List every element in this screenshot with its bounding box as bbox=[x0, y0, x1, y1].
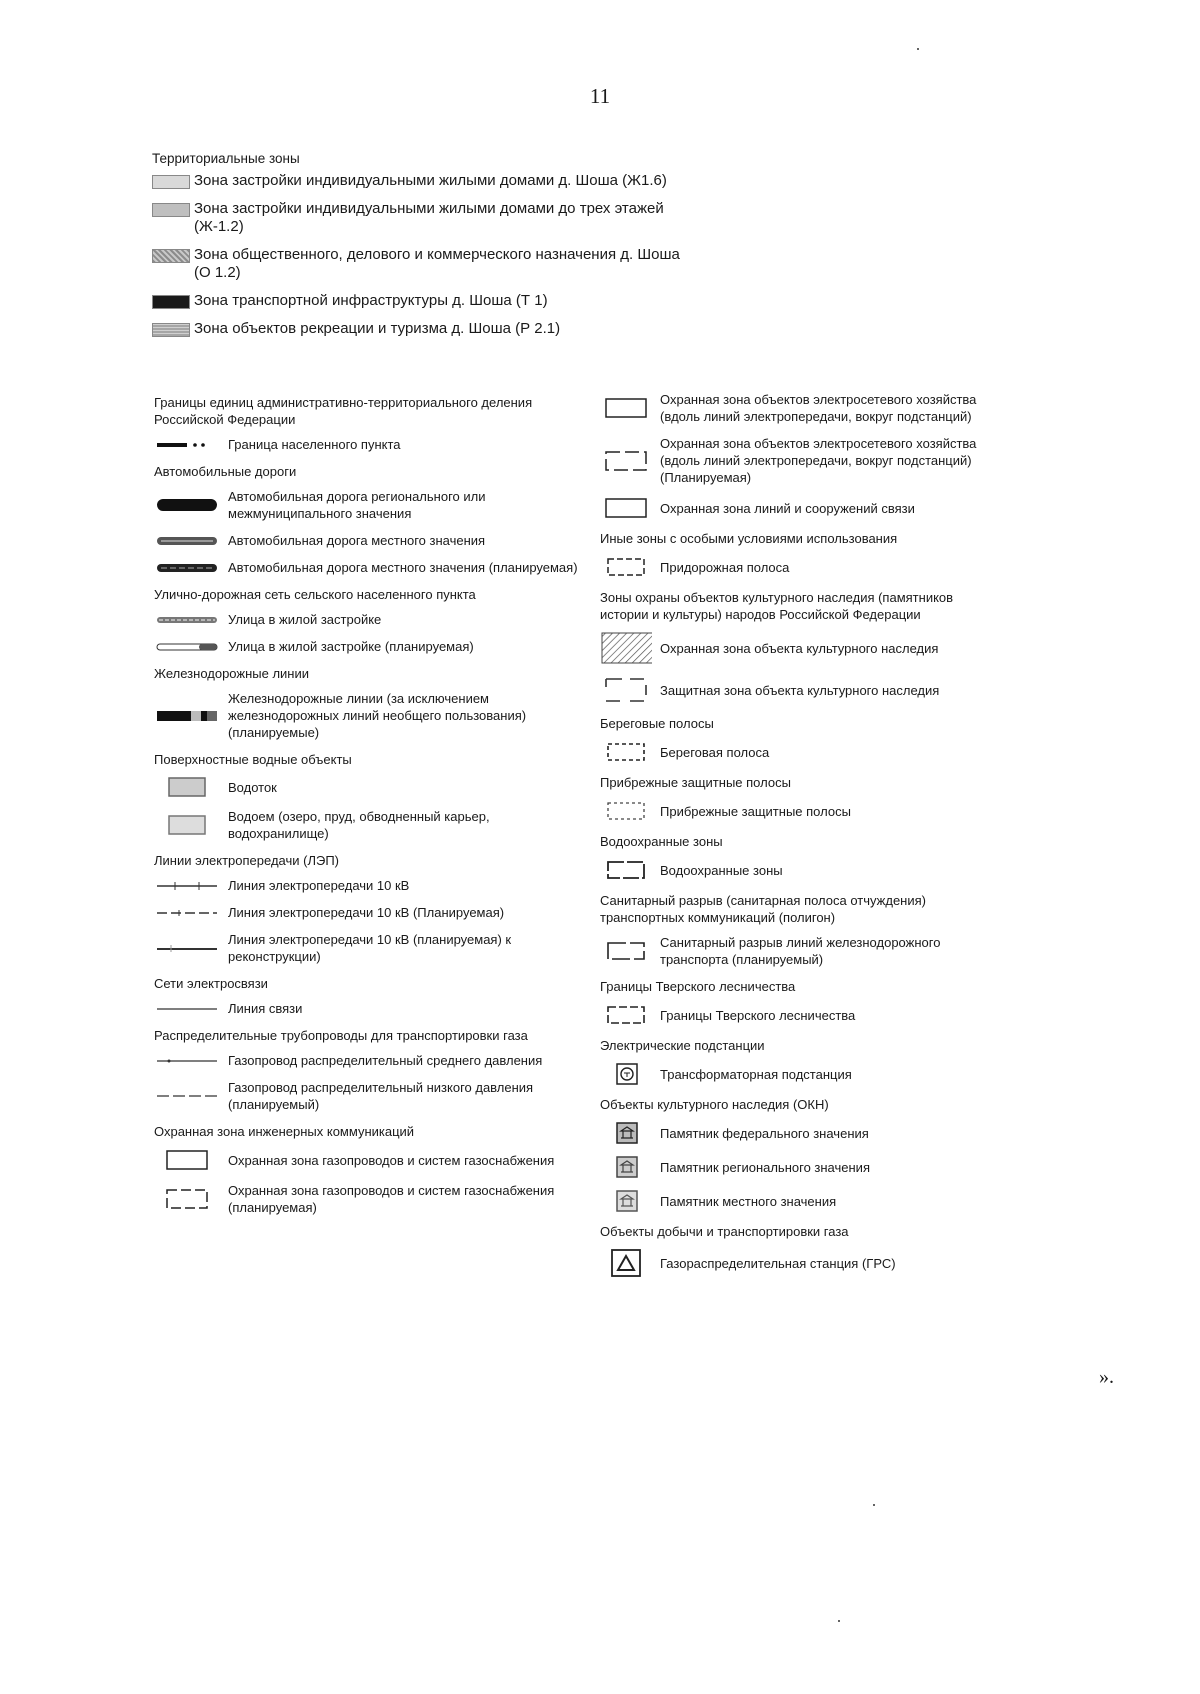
legend-item-label: Автомобильная дорога регионального или межмуниципального значения bbox=[228, 489, 486, 521]
gas-distribution-station-icon bbox=[600, 1248, 652, 1278]
legend-section-header: Объекты добычи и транспортировки газа bbox=[600, 1224, 849, 1239]
forestry-boundary-icon bbox=[600, 1003, 652, 1027]
local-road-planned-icon bbox=[154, 561, 220, 575]
legend-section-header: Железнодорожные линии bbox=[154, 666, 309, 681]
legend-item-label: Охранная зона газопроводов и систем газоснабжения (планируемая) bbox=[228, 1183, 555, 1215]
power-grid-protection-zone-planned-icon bbox=[600, 449, 652, 473]
legend-left-column bbox=[154, 391, 584, 1226]
watercourse-icon bbox=[154, 776, 220, 798]
territorial-zone-label: Зона транспортной инфраструктуры д. Шоша (Т 1) bbox=[194, 292, 548, 309]
zone-swatch-icon bbox=[152, 323, 190, 337]
legend-item bbox=[154, 690, 584, 741]
legend-item-label: Трансформаторная подстанция bbox=[660, 1066, 852, 1082]
legend-item-label: Водоохранные зоны bbox=[660, 862, 783, 878]
legend-item-label: Охранная зона объекта культурного наследия bbox=[660, 640, 939, 656]
settlement-boundary-icon bbox=[154, 438, 220, 452]
legend-section-header: Улично-дорожная сеть сельского населенного пункта bbox=[154, 587, 476, 602]
legend-item-label: Охранная зона линий и сооружений связи bbox=[660, 500, 915, 516]
legend-item bbox=[154, 931, 584, 965]
heritage-protection-zone-icon bbox=[600, 631, 652, 665]
street-icon bbox=[154, 614, 220, 626]
legend-item-label: Автомобильная дорога местного значения (планируемая) bbox=[228, 560, 578, 575]
gas-pipeline-medium-icon bbox=[154, 1056, 220, 1066]
power-line-planned-icon bbox=[154, 907, 220, 919]
territorial-zone-label: Зона застройки индивидуальными жилыми домами д. Шоша (Ж1.6) bbox=[194, 172, 667, 189]
territorial-zone-item bbox=[152, 246, 692, 282]
legend-item bbox=[154, 611, 584, 628]
territorial-zone-item bbox=[152, 200, 692, 236]
legend-item-label: Границы Тверского лесничества bbox=[660, 1007, 856, 1023]
regional-road-icon bbox=[154, 496, 220, 514]
legend-right-column bbox=[600, 391, 990, 1288]
water-protection-zone-icon bbox=[600, 858, 652, 882]
heritage-protective-zone-icon bbox=[600, 675, 652, 705]
legend-section-header: Сети электросвязи bbox=[154, 976, 268, 991]
legend-item-label: Линия электропередачи 10 кВ (Планируемая) bbox=[228, 905, 505, 920]
legend-item bbox=[600, 1155, 990, 1179]
legend-section-header: Водоохранные зоны bbox=[600, 834, 723, 849]
legend-section-header: Автомобильные дороги bbox=[154, 464, 297, 479]
communication-line-icon bbox=[154, 1004, 220, 1014]
legend-item bbox=[600, 675, 990, 705]
legend-section-header: Береговые полосы bbox=[600, 716, 714, 731]
legend-item-label: Граница населенного пункта bbox=[228, 437, 401, 452]
legend-item bbox=[600, 740, 990, 764]
coastal-protective-strip-icon bbox=[600, 799, 652, 823]
street-planned-icon bbox=[154, 641, 220, 653]
legend-item bbox=[600, 555, 990, 579]
legend-item bbox=[600, 1003, 990, 1027]
territorial-zone-item bbox=[152, 292, 692, 310]
legend-item bbox=[154, 877, 584, 894]
legend-item-label: Охранная зона объектов электросетевого хозяйства (вдоль линий электропередачи, вокруг подстанций) bbox=[660, 392, 977, 424]
legend-item bbox=[154, 1148, 584, 1172]
legend-item-label: Охранная зона объектов электросетевого хозяйства (вдоль линий электропередачи, вокруг подстанций) (Планируемая) bbox=[660, 436, 977, 485]
legend-item bbox=[154, 559, 584, 576]
territorial-zones-title: Территориальные зоны bbox=[152, 151, 300, 166]
power-grid-protection-zone-icon bbox=[600, 396, 652, 420]
legend-item bbox=[154, 808, 584, 842]
gas-pipeline-low-planned-icon bbox=[154, 1091, 220, 1101]
federal-monument-icon bbox=[600, 1121, 652, 1145]
legend-section-header: Поверхностные водные объекты bbox=[154, 752, 352, 767]
territorial-zone-label: Зона общественного, делового и коммерческого назначения д. Шоша (О 1.2) bbox=[194, 246, 680, 281]
legend-item bbox=[154, 904, 584, 921]
scan-speck bbox=[917, 48, 919, 50]
legend-item bbox=[154, 1182, 584, 1216]
legend-item-label: Линия связи bbox=[228, 1001, 303, 1016]
legend-item bbox=[600, 631, 990, 665]
legend-item bbox=[600, 391, 990, 425]
scan-speck bbox=[873, 1504, 875, 1506]
scan-speck bbox=[838, 1620, 840, 1622]
legend-section-header: Объекты культурного наследия (ОКН) bbox=[600, 1097, 829, 1112]
transformer-substation-icon bbox=[600, 1062, 652, 1086]
legend-item-label: Улица в жилой застройке (планируемая) bbox=[228, 639, 474, 654]
legend-item-label: Линия электропередачи 10 кВ bbox=[228, 878, 410, 893]
regional-monument-icon bbox=[600, 1155, 652, 1179]
legend-section-header: Охранная зона инженерных коммуникаций bbox=[154, 1124, 415, 1139]
legend-item bbox=[154, 1079, 584, 1113]
legend-item-label: Береговая полоса bbox=[660, 744, 770, 760]
legend-item bbox=[154, 638, 584, 655]
legend-item bbox=[600, 1121, 990, 1145]
legend-item bbox=[600, 1062, 990, 1086]
legend-section-header: Санитарный разрыв (санитарная полоса отчуждения) транспортных коммуникаций (полигон) bbox=[600, 893, 926, 925]
zone-swatch-icon bbox=[152, 203, 190, 217]
legend-section-header: Иные зоны с особыми условиями использования bbox=[600, 531, 898, 546]
legend-item bbox=[154, 1052, 584, 1069]
legend-item-label: Газораспределительная станция (ГРС) bbox=[660, 1255, 896, 1271]
legend-item-label: Санитарный разрыв линий железнодорожного транспорта (планируемый) bbox=[660, 935, 941, 967]
legend-item-label: Автомобильная дорога местного значения bbox=[228, 533, 486, 548]
railway-icon bbox=[154, 708, 220, 724]
legend-item-label: Газопровод распределительный среднего давления bbox=[228, 1053, 543, 1068]
legend-item bbox=[600, 934, 990, 968]
legend-item-label: Прибрежные защитные полосы bbox=[660, 803, 851, 819]
power-line-icon bbox=[154, 880, 220, 892]
power-line-reconstruction-icon bbox=[154, 942, 220, 954]
legend-section-header: Электрические подстанции bbox=[600, 1038, 765, 1053]
legend-item-label: Водоток bbox=[228, 779, 277, 795]
water-body-icon bbox=[154, 814, 220, 836]
zone-swatch-icon bbox=[152, 175, 190, 189]
territorial-zone-item bbox=[152, 320, 692, 338]
legend-section-header: Зоны охраны объектов культурного наследия (памятников истории и культуры) народов Российской Федерации bbox=[600, 590, 954, 622]
legend-item-label: Памятник федерального значения bbox=[660, 1125, 869, 1141]
communication-protection-zone-icon bbox=[600, 496, 652, 520]
legend-item bbox=[600, 435, 990, 486]
legend-item bbox=[600, 799, 990, 823]
territorial-zone-label: Зона объектов рекреации и туризма д. Шоша (Р 2.1) bbox=[194, 320, 561, 337]
legend-item-label: Водоем (озеро, пруд, обводненный карьер, водохранилище) bbox=[228, 809, 490, 841]
legend-item-label: Памятник регионального значения bbox=[660, 1159, 870, 1175]
legend-item-label: Железнодорожные линии (за исключением железнодорожных линий необщего пользования) (планируемые) bbox=[228, 691, 527, 740]
page-number: 11 bbox=[589, 84, 611, 108]
shore-strip-icon bbox=[600, 740, 652, 764]
legend-item-label: Придорожная полоса bbox=[660, 559, 790, 575]
legend-item bbox=[600, 1189, 990, 1213]
legend-item-label: Памятник местного значения bbox=[660, 1193, 837, 1209]
gas-protection-zone-planned-icon bbox=[154, 1187, 220, 1211]
legend-item-label: Охранная зона газопроводов и систем газоснабжения bbox=[228, 1152, 555, 1168]
sanitary-gap-icon bbox=[600, 939, 652, 963]
legend-item bbox=[154, 436, 584, 453]
legend-item bbox=[600, 1248, 990, 1278]
legend-section-header: Границы единиц административно-территориального деления Российской Федерации bbox=[154, 395, 533, 427]
legend-item-label: Защитная зона объекта культурного наследия bbox=[660, 682, 940, 698]
closing-quote: ». bbox=[1099, 1366, 1114, 1388]
territorial-zone-item bbox=[152, 172, 692, 190]
gas-protection-zone-icon bbox=[154, 1148, 220, 1172]
legend-item bbox=[154, 776, 584, 798]
local-monument-icon bbox=[600, 1189, 652, 1213]
territorial-zones-section bbox=[152, 151, 692, 348]
legend-item bbox=[154, 488, 584, 522]
local-road-icon bbox=[154, 534, 220, 548]
roadside-strip-icon bbox=[600, 555, 652, 579]
legend-item bbox=[154, 1000, 584, 1017]
legend-item-label: Газопровод распределительный низкого давления (планируемый) bbox=[228, 1080, 534, 1112]
legend-section-header: Прибрежные защитные полосы bbox=[600, 775, 791, 790]
legend-item bbox=[600, 496, 990, 520]
legend-section-header: Линии электропередачи (ЛЭП) bbox=[154, 853, 340, 868]
legend-item bbox=[600, 858, 990, 882]
legend-item-label: Линия электропередачи 10 кВ (планируемая) к реконструкции) bbox=[228, 932, 512, 964]
legend-item-label: Улица в жилой застройке bbox=[228, 612, 382, 627]
legend-item bbox=[154, 532, 584, 549]
zone-swatch-icon bbox=[152, 295, 190, 309]
territorial-zone-label: Зона застройки индивидуальными жилыми домами до трех этажей (Ж-1.2) bbox=[194, 200, 664, 235]
legend-section-header: Границы Тверского лесничества bbox=[600, 979, 796, 994]
zone-swatch-icon bbox=[152, 249, 190, 263]
legend-section-header: Распределительные трубопроводы для транспортировки газа bbox=[154, 1028, 528, 1043]
